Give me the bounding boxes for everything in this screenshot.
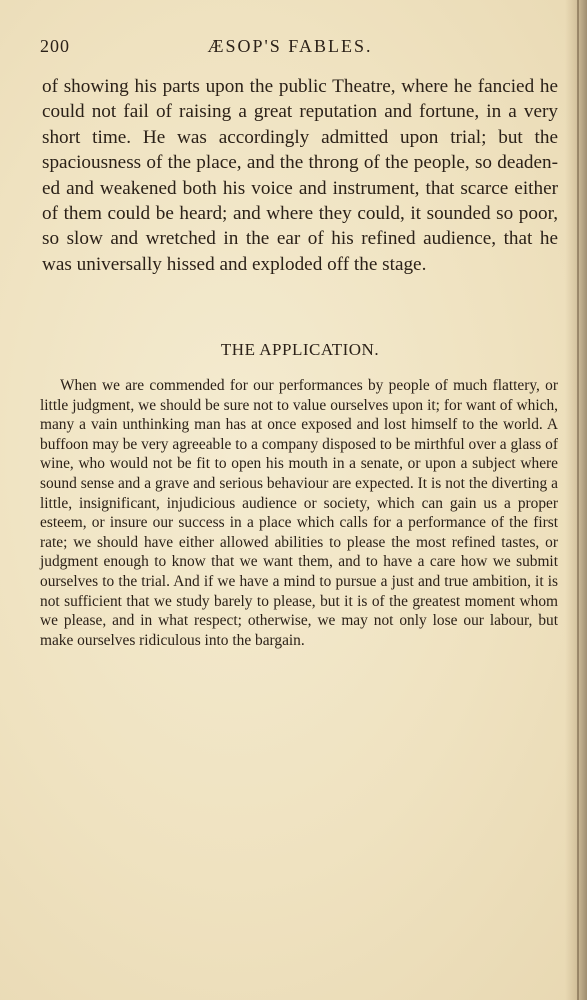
story-paragraph: of showing his parts upon the public Theatre, where he fancied he could not fail of raising a great reputation and fortune, in a very short time. He was accordingly admitted upon trial; but the spaciousness of the place, and the throng of the people, so deadened and weakened both his voice and instrument, that scarce either of them could be heard; and where they could, it sounded so poor, so slow and wretched in the ear of his refined audience, that he was universally hissed and exploded off the stage. [42,76,558,275]
page-edge-line [577,0,579,1000]
running-title: ÆSOP'S FABLES. [207,36,373,56]
application-text-block [40,376,558,650]
running-head [40,36,540,60]
story-text-block [42,74,558,277]
page-edge-shadow [565,0,587,1000]
application-heading: THE APPLICATION. [220,340,380,359]
application-paragraph: When we are commended for our performances by people of much flattery, or little judgment, we should be sure not to value ourselves upon it; for want of which, many a vain unthinking man has at once exposed and lost himself to the world. A buffoon may be very agreeable to a company disposed to be mirthful over a glass of wine, who would not be fit to open his mouth in a senate, or upon a subject where sound sense and a grave and serious behaviour are expected. It is not the diverting a little, insignificant, injudicious audience or society, which can gain us a proper esteem, or insure our success in a place which calls for a performance of the first rate; we should have either allowed abilities to please the most refined tastes, or judgment enough to know that we want them, and to have a care how we submit ourselves to the trial. And if we have a mind to pursue a just and true ambition, it is not sufficient that we study barely to please, but it is of the greatest moment whom we please, and in what respect; otherwise, we may not only lose our labour, but make ourselves ridiculous into the bargain. [40,377,558,649]
page-number: 200 [40,36,70,56]
